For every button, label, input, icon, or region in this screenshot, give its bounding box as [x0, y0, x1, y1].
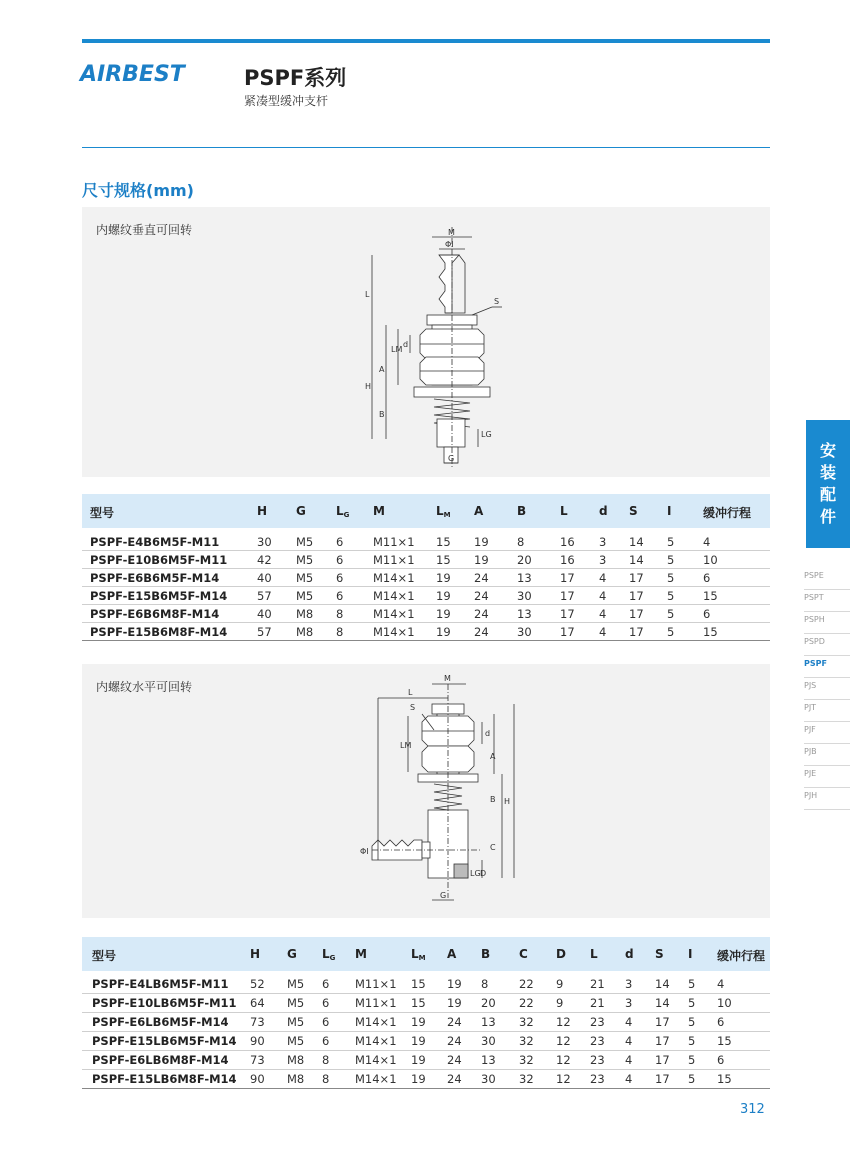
table-cell: M11×1	[373, 535, 415, 549]
column-header: G	[296, 504, 306, 518]
table-cell: 5	[688, 996, 696, 1010]
side-nav-item[interactable]: PJH	[804, 788, 850, 810]
model-cell: PSPF-E10LB6M5F-M11	[92, 996, 237, 1010]
table-cell: 3	[599, 553, 607, 567]
table-cell: M14×1	[373, 625, 415, 639]
table-cell: 14	[655, 996, 670, 1010]
table-row-divider	[82, 568, 770, 569]
table-row-divider	[82, 1050, 770, 1051]
column-header: A	[474, 504, 484, 518]
side-tab-char: 安	[819, 441, 836, 460]
table-cell: M5	[287, 996, 305, 1010]
table-cell: M11×1	[355, 996, 397, 1010]
table-cell: 6	[717, 1053, 725, 1067]
column-header: S	[629, 504, 638, 518]
column-header: G	[287, 947, 297, 961]
table-cell: 64	[250, 996, 265, 1010]
dim-label-d: d	[403, 340, 409, 349]
column-header: B	[481, 947, 491, 961]
model-cell: PSPF-E15LB6M5F-M14	[92, 1034, 237, 1048]
table-cell: 24	[447, 1072, 462, 1086]
table-cell: 19	[436, 607, 451, 621]
side-nav-item[interactable]: PJE	[804, 766, 850, 788]
table-cell: 17	[629, 571, 644, 585]
table-cell: 16	[560, 535, 575, 549]
model-cell: PSPF-E15LB6M8F-M14	[92, 1072, 237, 1086]
table-cell: 23	[590, 1015, 605, 1029]
table-row-divider	[82, 622, 770, 623]
table-cell: 6	[717, 1015, 725, 1029]
table-cell: 4	[625, 1053, 633, 1067]
side-nav-item[interactable]: PSPF	[804, 656, 850, 678]
hdim-label-H: H	[504, 797, 511, 806]
table-cell: 24	[447, 1015, 462, 1029]
table-cell: 57	[257, 625, 272, 639]
table-cell: M8	[296, 625, 314, 639]
side-nav-item[interactable]: PJS	[804, 678, 850, 700]
column-header: M	[373, 504, 385, 518]
table-cell: 9	[556, 977, 564, 991]
table-cell: 19	[447, 996, 462, 1010]
table-cell: 19	[411, 1072, 426, 1086]
table-cell: 19	[436, 571, 451, 585]
column-header: D	[556, 947, 566, 961]
table-cell: 10	[703, 553, 718, 567]
table-cell: 22	[519, 977, 534, 991]
table-cell: 5	[667, 625, 675, 639]
table-cell: M5	[287, 1034, 305, 1048]
table-cell: 5	[667, 571, 675, 585]
table-row-divider	[82, 1031, 770, 1032]
table-cell: 8	[322, 1072, 330, 1086]
table-cell: 17	[655, 1034, 670, 1048]
column-header: H	[250, 947, 261, 961]
table-cell: M14×1	[373, 571, 415, 585]
table-cell: 4	[625, 1034, 633, 1048]
table-cell: 19	[411, 1053, 426, 1067]
table-cell: 32	[519, 1072, 534, 1086]
table-cell: 19	[474, 535, 489, 549]
dim-label-H: H	[365, 382, 372, 391]
side-nav-item[interactable]: PSPT	[804, 590, 850, 612]
table-cell: 30	[257, 535, 272, 549]
table-cell: 19	[474, 553, 489, 567]
table-cell: M14×1	[355, 1015, 397, 1029]
model-cell: PSPF-E4B6M5F-M11	[90, 535, 220, 549]
table-cell: 5	[688, 1015, 696, 1029]
column-header: A	[447, 947, 457, 961]
table-cell: 6	[322, 1034, 330, 1048]
table-cell: 21	[590, 977, 605, 991]
column-header: H	[257, 504, 268, 518]
table-cell: 73	[250, 1015, 265, 1029]
model-cell: PSPF-E6LB6M5F-M14	[92, 1015, 229, 1029]
horizontal-table-header	[82, 937, 770, 971]
horizontal-drawing-panel	[82, 664, 770, 918]
table-cell: 30	[481, 1034, 496, 1048]
side-nav-item[interactable]: PJT	[804, 700, 850, 722]
table-cell: 6	[322, 1015, 330, 1029]
column-header: LG	[336, 504, 350, 519]
column-header: LG	[322, 947, 336, 962]
column-header: S	[655, 947, 664, 961]
table-cell: 3	[599, 535, 607, 549]
table-cell: 19	[436, 625, 451, 639]
side-tab-char: 装	[819, 463, 836, 482]
hdim-label-LM: LM	[400, 741, 412, 750]
side-nav-item[interactable]: PSPD	[804, 634, 850, 656]
side-tab-char: 件	[819, 507, 836, 526]
table-cell: 20	[481, 996, 496, 1010]
column-header: M	[355, 947, 367, 961]
table-cell: M5	[296, 589, 314, 603]
table-cell: 19	[436, 589, 451, 603]
table-cell: M11×1	[355, 977, 397, 991]
vertical-drawing	[82, 207, 770, 477]
table-cell: 6	[703, 607, 711, 621]
column-header: d	[599, 504, 608, 518]
table-cell: 6	[336, 589, 344, 603]
page-number: 312	[740, 1102, 765, 1117]
hdim-label-D: D	[480, 869, 487, 878]
table-cell: 30	[481, 1072, 496, 1086]
table-cell: 4	[599, 607, 607, 621]
side-tab-char: 配	[819, 485, 836, 504]
table-cell: 8	[336, 607, 344, 621]
table-cell: 17	[560, 589, 575, 603]
table-cell: 3	[625, 996, 633, 1010]
table-cell: 14	[629, 535, 644, 549]
dim-label-LG: LG	[481, 430, 492, 439]
table-cell: 17	[655, 1015, 670, 1029]
table-cell: 24	[447, 1034, 462, 1048]
table-cell: 8	[517, 535, 525, 549]
panel-label-vertical: 内螺纹垂直可回转	[96, 223, 193, 237]
table-cell: M5	[287, 977, 305, 991]
table-cell: 4	[625, 1015, 633, 1029]
column-header: 型号	[92, 949, 117, 963]
table-cell: 15	[703, 589, 718, 603]
table-cell: 12	[556, 1034, 571, 1048]
hdim-label-phi-I: ΦI	[360, 847, 369, 856]
table-cell: 15	[436, 535, 451, 549]
table-row-divider	[82, 586, 770, 587]
hdim-label-L: L	[408, 688, 413, 697]
dim-label-LM: LM	[391, 345, 403, 354]
table-cell: 24	[474, 607, 489, 621]
table-cell: M14×1	[355, 1053, 397, 1067]
model-cell: PSPF-E6B6M8F-M14	[90, 607, 220, 621]
table-cell: 20	[517, 553, 532, 567]
table-cell: M14×1	[355, 1072, 397, 1086]
table-row-divider	[82, 1012, 770, 1013]
table-cell: 19	[447, 977, 462, 991]
table-cell: 17	[655, 1072, 670, 1086]
model-cell: PSPF-E15B6M5F-M14	[90, 589, 228, 603]
side-nav-item[interactable]: PSPE	[804, 568, 850, 590]
column-header: LM	[411, 947, 426, 962]
table-cell: 90	[250, 1072, 265, 1086]
table-cell: 6	[322, 996, 330, 1010]
table-cell: 15	[436, 553, 451, 567]
table-cell: 42	[257, 553, 272, 567]
table-cell: 4	[599, 589, 607, 603]
table-cell: 12	[556, 1053, 571, 1067]
hdim-label-A: A	[490, 752, 496, 761]
table-cell: 90	[250, 1034, 265, 1048]
table-cell: 23	[590, 1053, 605, 1067]
model-cell: PSPF-E15B6M8F-M14	[90, 625, 228, 639]
table-cell: 5	[688, 1072, 696, 1086]
hdim-label-d: d	[485, 729, 491, 738]
table-cell: 4	[625, 1072, 633, 1086]
table-cell: 19	[411, 1015, 426, 1029]
dim-label-M: M	[448, 228, 455, 237]
column-header: L	[560, 504, 568, 518]
table-cell: 13	[481, 1053, 496, 1067]
table-cell: 17	[629, 607, 644, 621]
model-cell: PSPF-E4LB6M5F-M11	[92, 977, 229, 991]
table-cell: 17	[629, 589, 644, 603]
model-cell: PSPF-E6B6M5F-M14	[90, 571, 220, 585]
table-cell: 5	[667, 607, 675, 621]
table-cell: 30	[517, 589, 532, 603]
side-nav	[804, 568, 850, 810]
table-row-divider	[82, 1088, 770, 1089]
table-cell: 15	[717, 1072, 732, 1086]
table-cell: 6	[703, 571, 711, 585]
table-cell: 5	[667, 589, 675, 603]
dim-label-phi-I: ΦI	[445, 240, 454, 249]
table-cell: 4	[703, 535, 711, 549]
side-nav-item[interactable]: PJB	[804, 744, 850, 766]
table-cell: 17	[560, 607, 575, 621]
table-cell: 14	[655, 977, 670, 991]
header-divider	[82, 147, 770, 148]
table-cell: 32	[519, 1053, 534, 1067]
brand-logo: AIRBEST	[80, 62, 185, 87]
table-row-divider	[82, 604, 770, 605]
column-header: I	[667, 504, 672, 518]
column-header: d	[625, 947, 634, 961]
table-cell: 8	[336, 625, 344, 639]
table-cell: 32	[519, 1015, 534, 1029]
dim-label-G: G	[448, 454, 455, 463]
column-header: 缓冲行程	[703, 506, 752, 520]
vertical-drawing-panel	[82, 207, 770, 477]
top-rule	[82, 39, 770, 43]
table-cell: 24	[474, 589, 489, 603]
table-row-divider	[82, 1069, 770, 1070]
table-cell: M5	[296, 571, 314, 585]
model-cell: PSPF-E6LB6M8F-M14	[92, 1053, 229, 1067]
series-title: PSPF系列	[244, 66, 347, 90]
dim-label-S: S	[494, 297, 500, 306]
column-header: 型号	[90, 506, 115, 520]
table-cell: 57	[257, 589, 272, 603]
table-cell: 5	[667, 553, 675, 567]
table-cell: 13	[517, 571, 532, 585]
table-cell: 24	[447, 1053, 462, 1067]
table-row-divider	[82, 993, 770, 994]
dim-label-A: A	[379, 365, 385, 374]
table-cell: 17	[560, 625, 575, 639]
table-cell: 4	[599, 625, 607, 639]
table-cell: 23	[590, 1072, 605, 1086]
series-subtitle: 紧凑型缓冲支杆	[244, 94, 329, 108]
table-cell: 6	[336, 535, 344, 549]
table-cell: 24	[474, 571, 489, 585]
table-cell: 5	[667, 535, 675, 549]
horizontal-drawing	[82, 664, 770, 918]
table-cell: 16	[560, 553, 575, 567]
table-cell: M8	[296, 607, 314, 621]
table-cell: 40	[257, 607, 272, 621]
side-nav-item[interactable]: PSPH	[804, 612, 850, 634]
hdim-label-C: C	[490, 843, 496, 852]
table-cell: M14×1	[355, 1034, 397, 1048]
table-cell: 17	[655, 1053, 670, 1067]
table-cell: 5	[688, 1034, 696, 1048]
table-cell: 30	[517, 625, 532, 639]
dim-label-L: L	[365, 290, 370, 299]
section-title: 尺寸规格(mm)	[82, 181, 194, 200]
column-header: LM	[436, 504, 451, 519]
table-cell: 52	[250, 977, 265, 991]
hdim-label-S: S	[410, 703, 416, 712]
table-row-divider	[82, 640, 770, 641]
table-cell: 23	[590, 1034, 605, 1048]
table-cell: M14×1	[373, 589, 415, 603]
table-cell: 24	[474, 625, 489, 639]
model-cell: PSPF-E10B6M5F-M11	[90, 553, 228, 567]
table-cell: 12	[556, 1072, 571, 1086]
column-header: B	[517, 504, 527, 518]
table-cell: M11×1	[373, 553, 415, 567]
table-cell: 15	[411, 996, 426, 1010]
table-cell: 13	[481, 1015, 496, 1029]
table-cell: 8	[322, 1053, 330, 1067]
table-cell: 5	[688, 977, 696, 991]
table-cell: 6	[336, 571, 344, 585]
table-cell: M5	[296, 535, 314, 549]
column-header: C	[519, 947, 528, 961]
table-cell: 21	[590, 996, 605, 1010]
hdim-label-G: G	[440, 891, 447, 900]
column-header: I	[688, 947, 693, 961]
table-cell: 14	[629, 553, 644, 567]
table-cell: 15	[703, 625, 718, 639]
table-cell: 4	[717, 977, 725, 991]
table-cell: 17	[560, 571, 575, 585]
side-nav-item[interactable]: PJF	[804, 722, 850, 744]
table-cell: 13	[517, 607, 532, 621]
table-cell: M14×1	[373, 607, 415, 621]
table-cell: M8	[287, 1072, 305, 1086]
table-cell: 5	[688, 1053, 696, 1067]
hdim-label-M: M	[444, 674, 451, 683]
table-cell: M5	[296, 553, 314, 567]
table-cell: 22	[519, 996, 534, 1010]
table-cell: 32	[519, 1034, 534, 1048]
table-cell: 3	[625, 977, 633, 991]
hdim-label-LG: LG	[470, 869, 481, 878]
table-cell: 4	[599, 571, 607, 585]
hdim-label-B: B	[490, 795, 496, 804]
table-cell: 15	[717, 1034, 732, 1048]
table-cell: 9	[556, 996, 564, 1010]
table-cell: 6	[336, 553, 344, 567]
dim-label-B: B	[379, 410, 385, 419]
column-header: 缓冲行程	[717, 949, 766, 963]
table-row-divider	[82, 550, 770, 551]
table-cell: 17	[629, 625, 644, 639]
table-cell: 73	[250, 1053, 265, 1067]
table-cell: 15	[411, 977, 426, 991]
side-category-tab[interactable]	[806, 420, 850, 548]
panel-label-horizontal: 内螺纹水平可回转	[96, 680, 193, 694]
table-cell: 40	[257, 571, 272, 585]
table-cell: 10	[717, 996, 732, 1010]
table-cell: M5	[287, 1015, 305, 1029]
table-cell: 19	[411, 1034, 426, 1048]
table-cell: 8	[481, 977, 489, 991]
table-cell: M8	[287, 1053, 305, 1067]
column-header: L	[590, 947, 598, 961]
table-cell: 6	[322, 977, 330, 991]
table-cell: 12	[556, 1015, 571, 1029]
